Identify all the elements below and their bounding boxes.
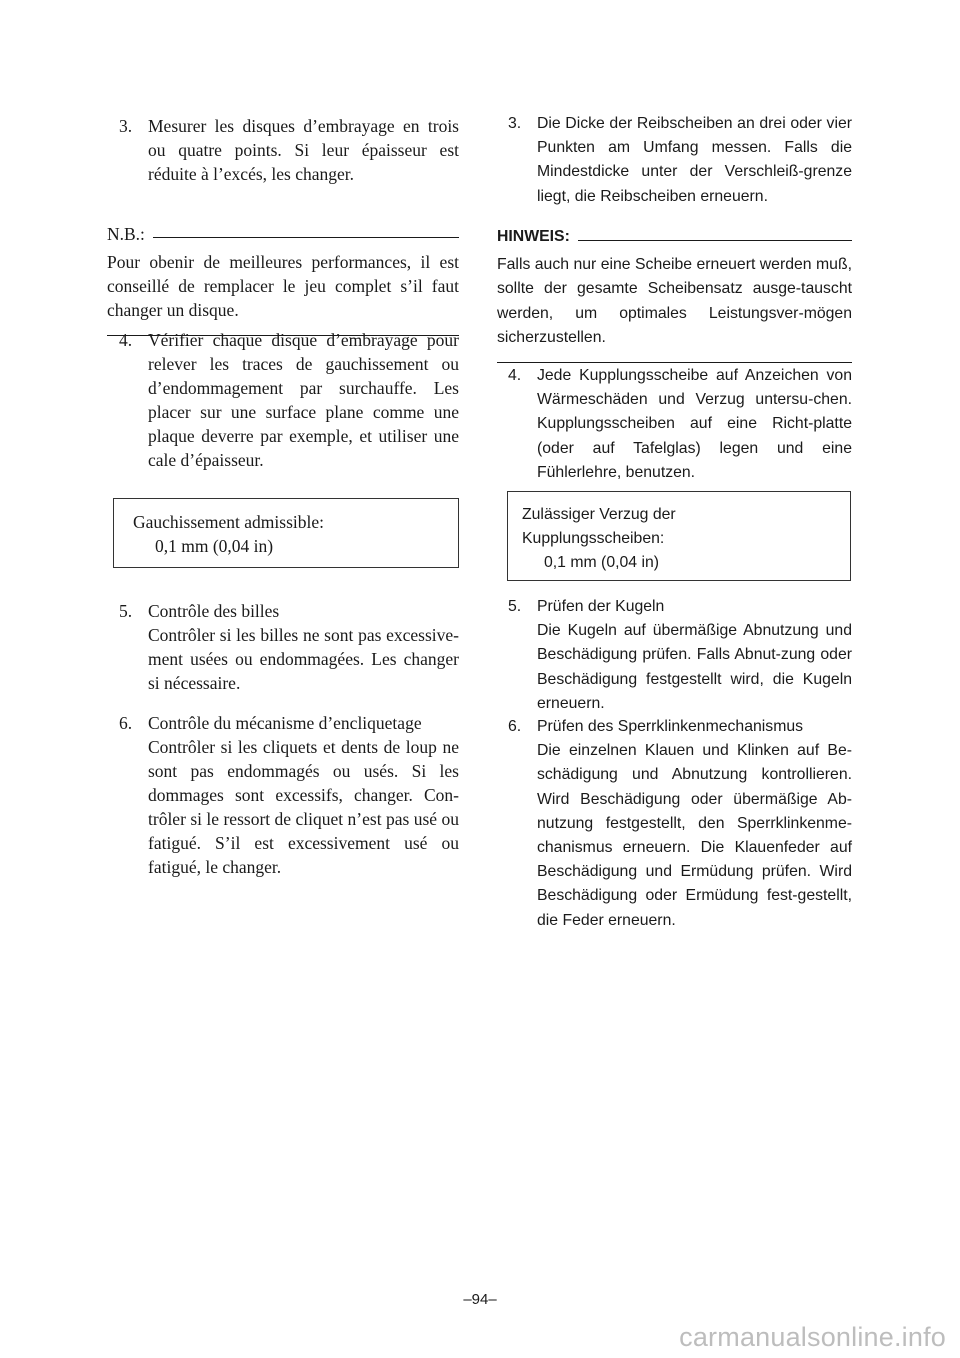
spec-value: 0,1 mm (0,04 in)	[544, 554, 660, 572]
step-number: 3.	[119, 116, 133, 136]
note-heading	[107, 222, 459, 246]
german-column	[497, 112, 852, 209]
note-end-rule	[497, 362, 852, 363]
step-title: Prüfen des Sperrklinkenmechanismus	[537, 718, 804, 735]
fr-step-4-wrap	[107, 328, 459, 472]
spec-value: 0,1 mm (0,04 in)	[155, 536, 274, 556]
de-step-5	[497, 595, 852, 716]
de-step-4-wrap	[497, 364, 852, 485]
step-number: 5.	[119, 601, 133, 621]
de-note	[497, 225, 852, 363]
step-title: Contrôle des billes	[148, 601, 280, 621]
watermark: carmanualsonline.info	[679, 1322, 946, 1352]
fr-step-4	[107, 328, 459, 472]
spec-label-line2: Kupplungsscheiben:	[522, 530, 665, 548]
note-text: Pour obenir de meilleures performances, il est conseillé de remplacer le jeu complet s’il faut changer un disque.	[107, 252, 459, 320]
step-title: Prüfen der Kugeln	[537, 598, 665, 615]
de-step-3	[497, 112, 852, 209]
fr-step-3	[107, 114, 459, 186]
fr-spec-box	[113, 498, 459, 568]
step-number: 6.	[119, 713, 133, 733]
step-text: Mesurer les disques d’embrayage en trois ou quatre points. Si leur épaisseur est réduite à l’excés, les changer.	[148, 116, 459, 184]
step-text: Die Kugeln auf übermäßige Abnutzung und Beschädigung prüfen. Falls Abnut-zung oder Beschädigung festgestellt wird, die Kugeln erneuern.	[537, 622, 852, 712]
fr-step-6-wrap	[107, 711, 459, 879]
de-spec-box	[507, 491, 851, 581]
step-text: Contrôler si les cliquets et dents de loup ne sont pas endommagés ou usés. Si les dommages sont excessifs, changer. Con-trôler si le ressort de cliquet n’est pas usé ou fatigué. S’il est excessivement usé ou fatigué, le changer.	[148, 737, 459, 877]
note-rule	[153, 237, 459, 238]
step-number: 4.	[119, 330, 133, 350]
de-step-5-wrap	[497, 595, 852, 716]
fr-step-5	[107, 599, 459, 695]
de-step-6	[497, 715, 852, 933]
step-number: 4.	[508, 367, 522, 384]
step-text: Die einzelnen Klauen und Klinken auf Be-schädigung und Abnutzung kontrollieren. Wird Beschädigung oder übermäßige Ab-nutzung festgestellt, den Sperrklinkenme-chanismus erneuern. Die Klauenfeder auf Beschädigung und Ermüdung prüfen. Wird Beschädigung oder Ermüdung fest-gestellt, die Feder erneuern.	[537, 742, 852, 929]
step-number: 5.	[508, 598, 522, 615]
step-text: Vérifier chaque disque d’embrayage pour relever les traces de gauchissement ou d’endommagement par surchauffe. Les placer sur une surface plane comme une plaque deverre par exemple, et utiliser une cale d’épaisseur.	[148, 330, 459, 470]
step-text: Die Dicke der Reibscheiben an drei oder vier Punkten am Umfang messen. Falls die Mindestdicke unter der Verschleiß-grenze liegt, die Reibscheiben erneuern.	[537, 115, 852, 205]
fr-note	[107, 222, 459, 336]
page-number: –94–	[463, 1291, 497, 1308]
spec-label-line1: Zulässiger Verzug der	[522, 506, 676, 523]
french-column	[107, 114, 459, 186]
step-text: Jede Kupplungsscheibe auf Anzeichen von Wärmeschäden und Verzug untersu-chen. Kupplungsscheiben auf eine Richt-platte (oder auf Tafelglas) legen und eine Fühlerlehre, benutzen.	[537, 367, 852, 481]
step-text: Contrôler si les billes ne sont pas excessive-ment usées ou endommagées. Les changer si nécessaire.	[148, 625, 459, 693]
step-number: 6.	[508, 718, 522, 735]
note-heading	[497, 225, 852, 249]
note-text: Falls auch nur eine Scheibe erneuert werden muß, sollte der gesamte Scheibensatz ausge-tauscht werden, um optimales Leistungsver-mögen sicherzustellen.	[497, 256, 852, 346]
step-title: Contrôle du mécanisme d’encliquetage	[148, 713, 422, 733]
step-number: 3.	[508, 115, 522, 132]
spec-label: Gauchissement admissible:	[133, 512, 325, 532]
fr-step-5-wrap	[107, 599, 459, 695]
note-label: N.B.:	[107, 224, 145, 244]
de-step-4	[497, 364, 852, 485]
note-label: HINWEIS:	[497, 228, 570, 245]
note-rule	[578, 240, 852, 241]
fr-step-6	[107, 711, 459, 879]
de-step-6-wrap	[497, 715, 852, 933]
